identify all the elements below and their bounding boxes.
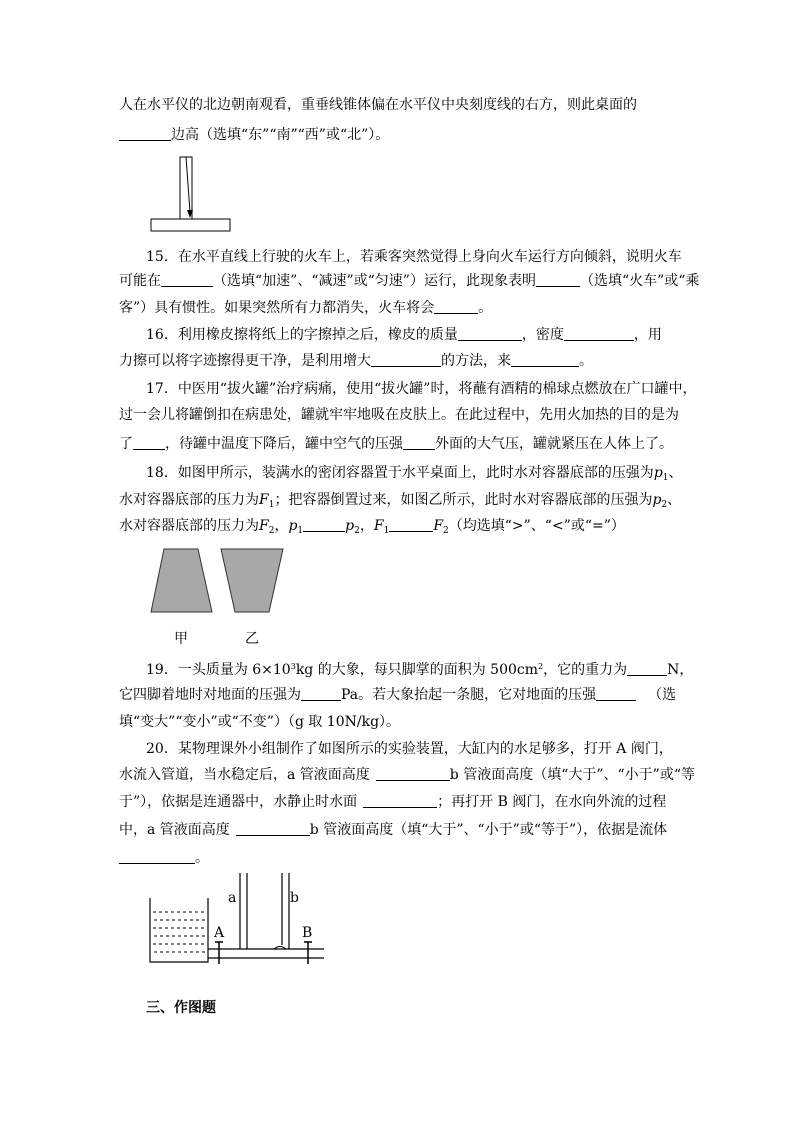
q20-blank-2[interactable]	[363, 792, 437, 808]
level-figure	[150, 156, 234, 232]
containers-figure	[150, 548, 285, 614]
q20-line5: 。	[119, 848, 209, 868]
q17-blank-2[interactable]	[403, 434, 435, 450]
q16-blank-1[interactable]	[458, 325, 522, 341]
label-tube-b: b	[290, 890, 299, 906]
q20-blank-4[interactable]	[119, 848, 195, 864]
label-yi: 乙	[245, 631, 259, 647]
q16-blank-4[interactable]	[511, 351, 579, 367]
q17-blank-1[interactable]	[133, 434, 165, 450]
q19-line1: 19．一头质量为 $6\times 10^3kg$ 的大象，每只脚掌的面积为 $500cm^2$，它的重力为 N，	[146, 662, 694, 678]
q19-blank-3[interactable]	[596, 685, 636, 701]
q19-line2: 它四脚着地时对地面的压强为 Pa。若大象抬起一条腿，它对地面的压强 （选	[119, 687, 677, 703]
q20-line3: 于”），依据是连通器中，水静止时水面 ；再打开 B 阀门，在水向外流的过程	[119, 794, 667, 810]
label-valve-A: A	[214, 925, 225, 941]
q15-blank-2[interactable]	[536, 271, 580, 287]
q18-blank-2[interactable]	[389, 516, 433, 532]
q20-line1: 20．某物理课外小组制作了如图所示的实验装置，大缸内的水足够多，打开 A 阀门，	[146, 741, 673, 757]
label-jia: 甲	[174, 631, 188, 647]
q15-blank-1[interactable]	[161, 271, 213, 287]
q20-blank-3[interactable]	[236, 820, 310, 836]
q18-blank-1[interactable]	[303, 516, 345, 532]
water-surface	[153, 912, 206, 952]
q17-line3: 了 ，待罐中温度下降后，罐中空气的压强 外面的大气压，罐就紧压在人体上了。	[119, 436, 673, 452]
q20-line2: 水流入管道，当水稳定后，a 管液面高度 b 管液面高度（填“大于”、“小于”或“等	[119, 767, 695, 783]
q15-line1: 15．在水平直线上行驶的火车上，若乘客突然觉得上身向火车运行方向倾斜，说明火车	[146, 249, 682, 265]
q14-blank[interactable]	[119, 125, 171, 141]
q17-line1: 17．中医用“拔火罐”治疗病痛，使用“拔火罐”时，将蘸有酒精的棉球点燃放在广口罐中，	[146, 381, 697, 397]
q18-line1: 18．如图甲所示，装满水的密闭容器置于水平桌面上，此时水对容器底部的压强为$p_1$、	[146, 465, 683, 483]
q16-line1: 16．利用橡皮擦将纸上的字擦掉之后，橡皮的质量 ，密度 ，用	[146, 327, 662, 343]
q20-blank-1[interactable]	[376, 765, 450, 781]
label-valve-B: B	[302, 925, 313, 941]
apparatus-figure	[146, 872, 332, 968]
q19-blank-1[interactable]	[627, 660, 667, 676]
container-jia	[151, 549, 212, 612]
q14-line2: 边高（选填“东”“南”“西”或“北”）。	[119, 125, 389, 145]
q19-line3: 填“变大”“变小”或“不变”）（g 取 10N/kg）。	[119, 714, 401, 730]
q14-line1: 人在水平仪的北边朝南观看，重垂线锥体偏在水平仪中央刻度线的右方，则此桌面的	[119, 97, 637, 113]
q20-line4: 中，a 管液面高度 b 管液面高度（填“大于”、“小于”或“等于”），依据是流体	[119, 822, 668, 838]
section-heading: 三、作图题	[146, 1000, 216, 1016]
q16-blank-3[interactable]	[371, 351, 441, 367]
q19-blank-2[interactable]	[301, 685, 341, 701]
q16-blank-2[interactable]	[564, 325, 634, 341]
q18-line2: 水对容器底部的压力为$F_1$；把容器倒置过来，如图乙所示，此时水对容器底部的压强为$p_2$、	[119, 492, 682, 510]
q15-line2: 可能在 （选填“加速”、“减速”或“匀速”）运行，此现象表明 （选填“火车”或“乘	[119, 273, 700, 289]
q15-line3: 客”）具有惯性。如果突然所有力都消失，火车将会 。	[119, 300, 493, 316]
q17-line2: 过一会儿将罐倒扣在病患处，罐就牢牢地吸在皮肤上。在此过程中，先用火加热的目的是为	[119, 407, 679, 423]
q16-line2: 力擦可以将字迹擦得更干净，是利用增大 的方法，来 。	[119, 353, 593, 369]
container-yi	[221, 549, 283, 612]
q15-blank-3[interactable]	[434, 298, 478, 314]
q18-line3: 水对容器底部的压力为$F_2$，$p_1$ $p_2$，$F_1$ $F_2$（均选填“>”、“<”或“=”）	[119, 518, 625, 536]
label-tube-a: a	[228, 890, 237, 906]
